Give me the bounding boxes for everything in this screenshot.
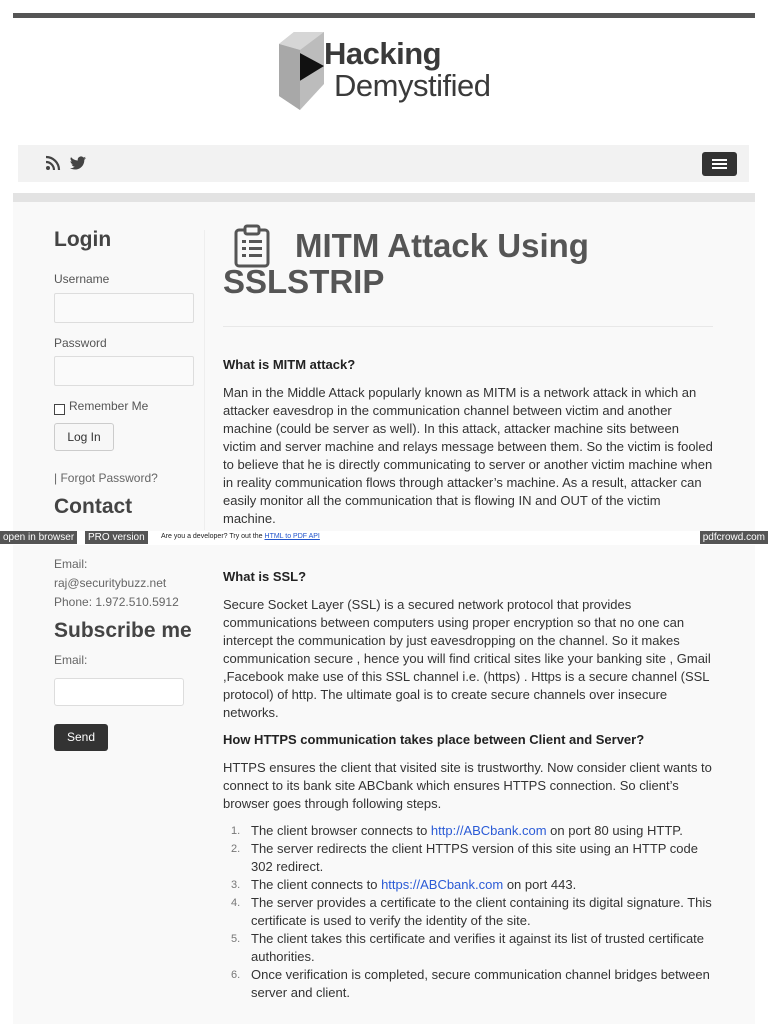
forgot-password-link[interactable]: | Forgot Password? <box>54 471 158 485</box>
html-to-pdf-api-link[interactable]: HTML to PDF API <box>264 533 320 540</box>
subscribe-email-label: Email: <box>54 653 88 667</box>
list-item: 1. The client browser connects to http://ABCbank.com on port 80 using HTTP. <box>231 823 683 838</box>
paragraph-mitm: Man in the Middle Attack popularly known as MITM is a network attack in which an attacker eavesdrop in the communication channel between victim and another machine (could be server as well). In this attack, attacker machine sits between victim and server machine and relays message between them. So the victim is fooled to believe that he is directly communicating to server or another victim machine when in reality communication flows through attacker’s machine. As a result, attacker can easily monitor all the communication that is flowing IN and OUT of the victim machine. <box>223 385 713 526</box>
article-title: MITM Attack Using SSLSTRIP <box>223 227 589 300</box>
subscribe-email-input[interactable] <box>54 678 184 706</box>
heading-what-is-mitm: What is MITM attack? <box>223 357 356 372</box>
pdfcrowd-site-link[interactable]: pdfcrowd.com <box>700 531 768 544</box>
contact-heading: Contact <box>54 495 133 518</box>
password-input[interactable] <box>54 356 194 386</box>
section-divider <box>13 193 755 202</box>
rss-icon[interactable] <box>44 154 62 172</box>
contact-email-value[interactable]: raj@securitybuzz.net <box>54 576 167 590</box>
twitter-icon[interactable] <box>69 154 87 172</box>
hamburger-menu-icon <box>712 159 727 161</box>
pdfcrowd-promo: Are you a developer? Try out the HTML to PDF API <box>161 533 320 540</box>
logo-text-hacking: Hacking <box>324 36 442 71</box>
list-item: 4. The server provides a certificate to the client containing its digital signature. This certificate is used to verify the identity of the site. <box>231 895 712 928</box>
pro-version-button[interactable]: PRO version <box>85 531 148 544</box>
logo-text-demystified: Demystified <box>334 68 491 103</box>
https-steps-list <box>231 822 716 1002</box>
send-button[interactable]: Send <box>54 724 108 751</box>
paragraph-ssl: Secure Socket Layer (SSL) is a secured network protocol that provides communications between computers using proper encryption so that no one can intercept the communication by just eavesdropping on the channel. So it makes communication secure , hence you will find critical sites like your banking site , Gmail ,Facebook make use of this SSL channel i.e. (https) . Https is a secure channel (SSL protocol) of http. The ultimate goal is to create secure channels over insecure networks. <box>223 597 711 720</box>
sidebar-divider <box>204 230 205 530</box>
nav-bar <box>18 145 749 182</box>
username-label: Username <box>54 272 110 286</box>
username-input[interactable] <box>54 293 194 323</box>
list-item: 3. The client connects to https://ABCbank.com on port 443. <box>231 877 577 892</box>
contact-email-label: Email: <box>54 557 88 571</box>
remember-me-label: Remember Me <box>69 399 149 413</box>
open-in-browser-button[interactable]: open in browser <box>0 531 77 544</box>
list-item: 5. The client takes this certificate and verifies it against its list of trusted certificate authorities. <box>231 931 705 964</box>
login-button[interactable]: Log In <box>54 423 114 451</box>
list-item: 6. Once verification is completed, secure communication channel bridges between server and client. <box>231 967 710 1000</box>
subscribe-heading: Subscribe me <box>54 619 192 642</box>
list-item: 2. The server redirects the client HTTPS version of this site using an HTTP code 302 redirect. <box>231 841 698 874</box>
password-label: Password <box>54 336 107 350</box>
site-logo[interactable] <box>276 30 506 114</box>
abcbank-https-link[interactable]: https://ABCbank.com <box>381 877 504 892</box>
logo-cube-icon <box>276 30 326 114</box>
heading-what-is-ssl: What is SSL? <box>223 569 307 584</box>
paragraph-https: HTTPS ensures the client that visited site is trustworthy. Now consider client wants to connect to its bank site ABCbank which ensures HTTPS connection. So client’s browser goes through following steps. <box>223 760 712 811</box>
title-divider <box>223 326 713 327</box>
contact-phone: Phone: 1.972.510.5912 <box>54 595 179 609</box>
hamburger-menu-button[interactable] <box>702 152 737 176</box>
remember-me-checkbox[interactable] <box>54 404 65 415</box>
abcbank-http-link[interactable]: http://ABCbank.com <box>430 823 547 838</box>
top-rule <box>13 13 755 18</box>
heading-https-communication: How HTTPS communication takes place between Client and Server? <box>223 732 645 747</box>
login-heading: Login <box>54 228 112 251</box>
